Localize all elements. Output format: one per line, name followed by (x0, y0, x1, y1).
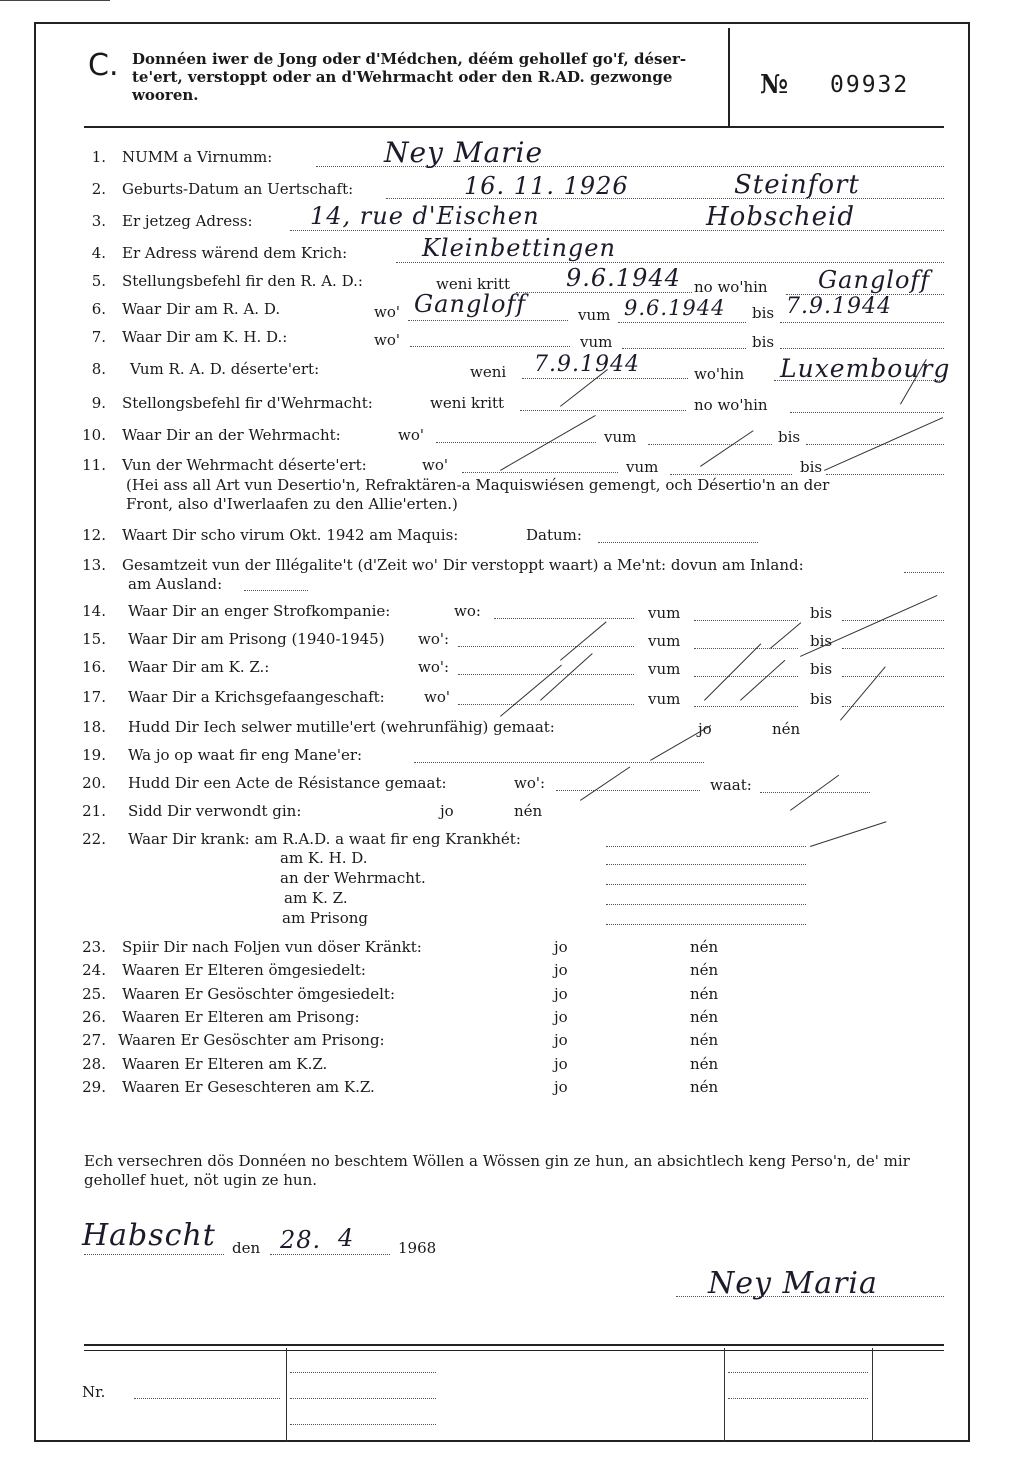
number-sign: № (760, 70, 789, 100)
hw-deserted-date: 7.9.1944 (534, 352, 640, 377)
row-number: 17. (82, 688, 106, 706)
row-number: 9. (91, 394, 106, 412)
hw-deserted-where: Luxembourg (780, 354, 951, 383)
row-label-rad: Waar Dir am R. A. D. (122, 300, 281, 318)
row-label-punishment: Waar Dir an enger Strofkompanie: (128, 602, 391, 620)
row-label-consequences: Spiir Dir nach Foljen vun döser Kränkt: (122, 938, 422, 956)
row-number: 13. (82, 556, 106, 574)
hw-day: 28. (280, 1226, 322, 1254)
row-number: 8. (91, 360, 106, 378)
row-label-wounded: Sidd Dir verwondt gin: (128, 802, 302, 820)
row-number: 19. (82, 746, 106, 764)
hw-name: Ney Marie (384, 136, 544, 169)
row-label-sick: Waar Dir krank: am R.A.D. a waat fir eng Krankhét: (128, 830, 521, 848)
hw-rad-order-where: Gangloff (818, 266, 931, 294)
row-number: 11. (82, 456, 106, 474)
document-number: 09932 (830, 72, 910, 98)
row-number: 21. (82, 802, 106, 820)
hw-address-town: Hobscheid (706, 202, 855, 232)
row-label-wehrmacht: Waar Dir an der Wehrmacht: (122, 426, 341, 444)
hw-place: Habscht (82, 1218, 216, 1253)
hw-address-street: 14, rue d'Eischen (310, 202, 540, 230)
row-number: 7. (91, 328, 106, 346)
row-number: 22. (82, 830, 106, 848)
row-label-mutilated: Hudd Dir Iech selwer mutille'ert (wehrunfähig) gemaat: (128, 718, 555, 736)
row-label-illegality: Gesamtzeit vun der Illégalite't (d'Zeit wo' Dir verstoppt waart) a Me'nt: dovun am Inland: (122, 556, 804, 574)
hw-war-address: Kleinbettingen (422, 234, 616, 262)
row-number: 14. (82, 602, 106, 620)
hw-rad-from: 9.6.1944 (624, 296, 726, 320)
hw-rad-where: Gangloff (414, 290, 527, 318)
nr-label: Nr. (82, 1383, 106, 1401)
row-label-rad-order: Stellungsbefehl fir den R. A. D.: (122, 272, 363, 290)
section-letter: C. (88, 48, 119, 83)
hw-rad-to: 7.9.1944 (786, 294, 892, 319)
row-number: 15. (82, 630, 106, 648)
date-year: 1968 (398, 1239, 437, 1257)
row-label-pow: Waar Dir a Krichsgefaangeschaft: (128, 688, 385, 706)
hw-birth-place: Steinfort (734, 170, 860, 200)
row-number: 5. (91, 272, 106, 290)
row-number: 20. (82, 774, 106, 792)
row-number: 1. (91, 148, 106, 166)
row-label-wehrmacht-order: Stellongsbefehl fir d'Wehrmacht: (122, 394, 373, 412)
row-label-prison: Waar Dir am Prisong (1940-1945) (128, 630, 385, 648)
row-label-birth: Geburts-Datum an Uertschaft: (122, 180, 354, 198)
row-number: 3. (91, 212, 106, 230)
row-note: Front, also d'Iwerlaafen zu den Allie'erten.) (126, 495, 458, 513)
row-number: 2. (91, 180, 106, 198)
row-number: 18. (82, 718, 106, 736)
row-number: 16. (82, 658, 106, 676)
hw-signature: Ney Maria (708, 1266, 878, 1301)
row-label-resistance: Hudd Dir een Acte de Résistance gemaat: (128, 774, 447, 792)
row-label-manner: Wa jo op waat fir eng Mane'er: (128, 746, 363, 764)
row-label-name: NUMM a Virnumm: (122, 148, 273, 166)
hw-month: 4 (338, 1224, 355, 1252)
row-label-khd: Waar Dir am K. H. D.: (122, 328, 288, 346)
row-label-war-address: Er Adress wärend dem Krich: (122, 244, 348, 262)
declaration: Ech versechren dös Donnéen no beschtem Wöllen a Wössen gin ze hun, an absichtlech keng Perso'n, de' mir gehollef huet, nöt ugin ze hun. (84, 1152, 910, 1189)
hw-rad-order-date: 9.6.1944 (566, 264, 681, 292)
row-label-rad-deserted: Vum R. A. D. déserte'ert: (130, 360, 320, 378)
row-note: (Hei ass all Art vun Desertio'n, Refraktären-a Maquiswiésen gemengt, och Désertio'n an der (126, 476, 830, 494)
row-number: 12. (82, 526, 106, 544)
hw-birth-date: 16. 11. 1926 (464, 172, 629, 200)
row-label-maquis: Waart Dir scho virum Okt. 1942 am Maquis: (122, 526, 459, 544)
row-number: 6. (91, 300, 106, 318)
row-label-wehrmacht-deserted: Vun der Wehrmacht déserte'ert: (122, 456, 367, 474)
row-label-kz: Waar Dir am K. Z.: (128, 658, 270, 676)
row-number: 10. (82, 426, 106, 444)
row-number: 4. (91, 244, 106, 262)
row-label-address: Er jetzeg Adress: (122, 212, 253, 230)
section-title: Donnéen iwer de Jong oder d'Médchen, déém gehollef go'f, déser-te'ert, verstoppt oder an d'Wehrmacht oder den R.AD. gezwonge wooren. (132, 50, 687, 104)
